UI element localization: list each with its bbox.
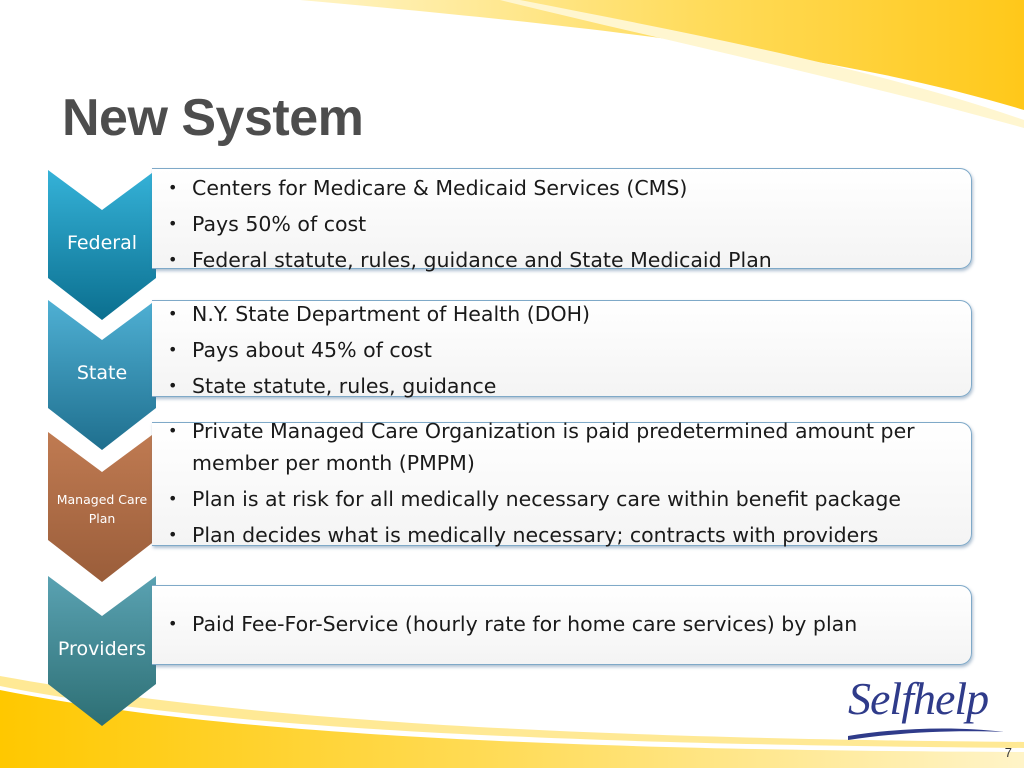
- list-item: • Paid Fee-For-Service (hourly rate for home care services) by plan: [168, 612, 858, 636]
- managed-care-chevron: [48, 432, 156, 582]
- list-item: • State statute, rules, guidance: [168, 374, 497, 398]
- federal-chevron: [48, 170, 156, 320]
- providers-label: Providers: [57, 638, 147, 660]
- slide-title: New System: [62, 89, 364, 147]
- list-item: • Plan is at risk for all medically necessary care within benefit package: [168, 487, 902, 511]
- list-item: • Plan decides what is medically necessary; contracts with providers: [168, 523, 879, 547]
- list-item: • Private Managed Care Organization is paid predetermined amount per member per month (PMPM): [168, 419, 915, 475]
- selfhelp-logo: [840, 672, 1010, 742]
- managed-care-card: [152, 419, 972, 547]
- providers-card: [152, 585, 972, 665]
- state-card: [152, 300, 972, 397]
- list-item: • Centers for Medicare & Medicaid Services (CMS): [168, 176, 688, 200]
- list-item: • Pays 50% of cost: [168, 212, 367, 236]
- managed-care-label-2: Plan: [88, 511, 116, 526]
- providers-chevron: [48, 576, 156, 726]
- state-chevron: [48, 300, 156, 450]
- list-item: • N.Y. State Department of Health (DOH): [168, 302, 591, 326]
- logo-text: Selfhelp: [848, 673, 989, 724]
- federal-label: Federal: [66, 232, 138, 254]
- managed-care-label: Managed Care: [56, 492, 148, 507]
- logo-swoosh-icon: [846, 722, 1006, 742]
- page-number: 7: [1004, 745, 1012, 760]
- list-item: • Federal statute, rules, guidance and State Medicaid Plan: [168, 248, 772, 272]
- list-item: • Pays about 45% of cost: [168, 338, 432, 362]
- state-label: State: [76, 362, 128, 384]
- federal-card: [152, 168, 972, 272]
